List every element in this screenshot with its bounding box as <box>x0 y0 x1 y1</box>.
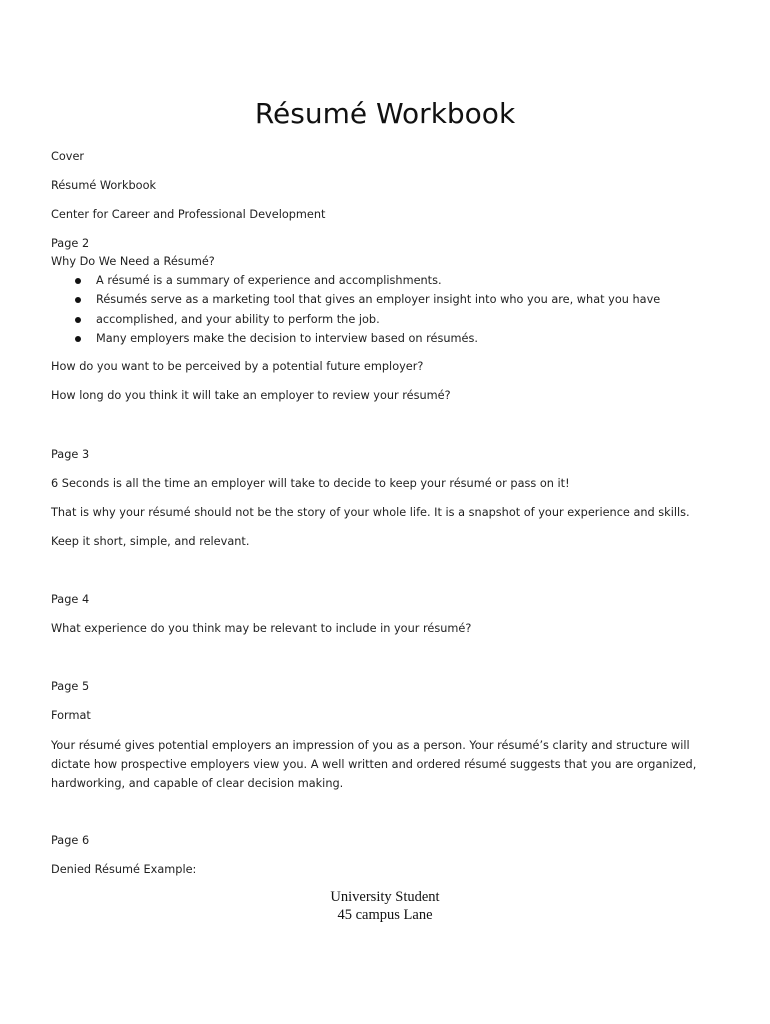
page3-heading: Page 3 <box>51 448 90 461</box>
page4-question: What experience do you think may be relevant to include in your résumé? <box>51 622 472 635</box>
bullet-text: Résumés serve as a marketing tool that gives an employer insight into who you are, what you have <box>96 293 661 307</box>
page6-subheading: Denied Résumé Example: <box>51 863 197 876</box>
page6-heading: Page 6 <box>51 834 90 847</box>
bullet-icon <box>75 278 81 284</box>
list-item <box>51 290 660 309</box>
list-item <box>51 271 660 290</box>
bullet-text: Many employers make the decision to interview based on résumés. <box>96 331 478 345</box>
example-resume-address: 45 campus Lane <box>337 907 433 923</box>
page3-keep-short: Keep it short, simple, and relevant. <box>51 535 250 548</box>
bullet-text: A résumé is a summary of experience and accomplishments. <box>96 274 442 287</box>
bullet-icon <box>75 336 81 342</box>
page2-question-perceived: How do you want to be perceived by a potential future employer? <box>51 360 424 373</box>
page5-paragraph: Your résumé gives potential employers an impression of you as a person. Your résumé’s clarity and structure will dictate how prospective employers view you. A well written and ordered résumé suggests that you are organized, hardworking, and capable of clear decision making. <box>51 739 697 790</box>
example-resume-name: University Student <box>330 889 440 905</box>
cover-line-center: Center for Career and Professional Development <box>51 208 326 221</box>
page5-subheading: Format <box>51 709 91 722</box>
page2-question-review-time: How long do you think it will take an employer to review your résumé? <box>51 389 451 402</box>
page2-heading: Page 2 <box>51 237 90 250</box>
page4-heading: Page 4 <box>51 593 90 606</box>
cover-line-title: Résumé Workbook <box>51 179 157 192</box>
page3-snapshot: That is why your résumé should not be the story of your whole life. It is a snapshot of your experience and skills. <box>51 506 690 519</box>
document-title: Résumé Workbook <box>254 97 516 130</box>
list-item <box>51 310 660 329</box>
page5-heading: Page 5 <box>51 680 90 693</box>
bullet-text: accomplished, and your ability to perform the job. <box>96 312 380 326</box>
bullet-icon <box>75 317 81 323</box>
bullet-icon <box>75 297 81 303</box>
page2-subheading: Why Do We Need a Résumé? <box>51 255 215 268</box>
list-item <box>51 329 660 348</box>
page3-six-seconds: 6 Seconds is all the time an employer will take to decide to keep your résumé or pass on it! <box>51 477 570 490</box>
page2-bullet-list <box>51 271 660 348</box>
cover-heading: Cover <box>51 150 85 163</box>
